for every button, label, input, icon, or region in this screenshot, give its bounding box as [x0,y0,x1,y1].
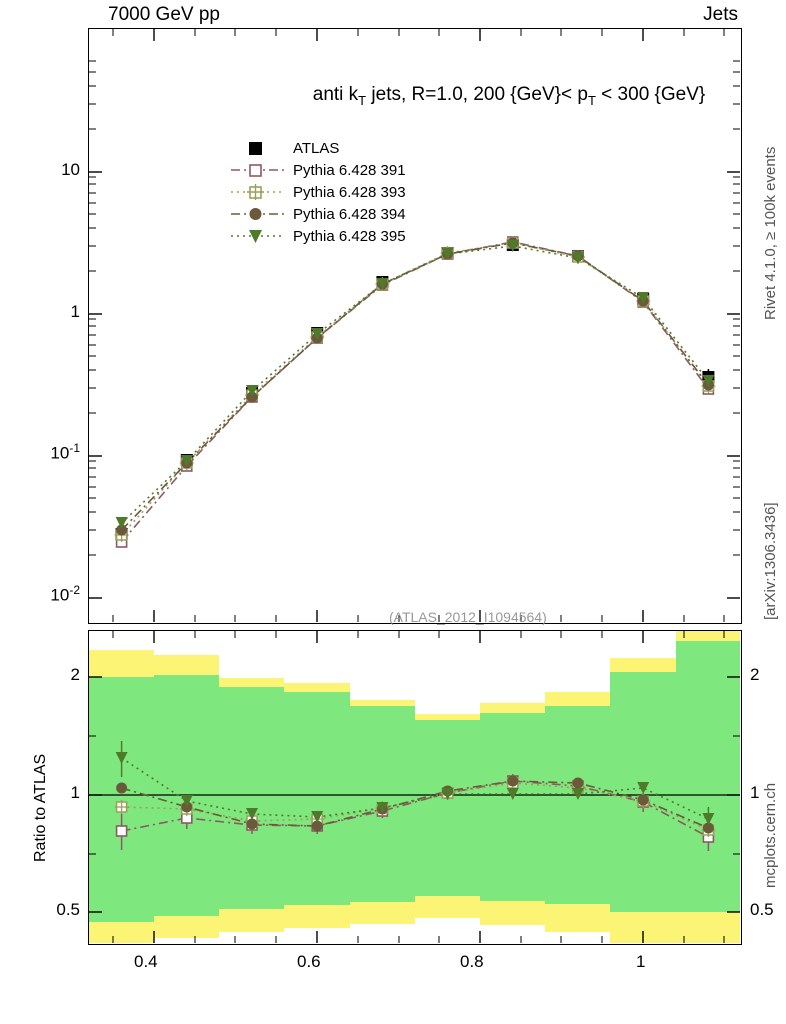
legend-item-pythia-394 [229,203,406,225]
series-markers-pythia-391 [117,237,714,547]
ytick-label-1e-2: $10^{-2}$ [50,583,80,605]
ratio-axis-label: Ratio to ATLAS [32,753,49,862]
ytick-label-1e-1: $10^{-1}$ [50,441,80,463]
ratio-ytick-label-2: 2 [70,665,80,684]
ratio-ytick-label-0p5: 0.5 [56,900,80,919]
legend-label-pythia-395: Pythia 6.428 395 [293,227,406,245]
legend-label-atlas: ATLAS [293,139,340,157]
legend-marker-pythia-395 [229,226,287,246]
series-markers-pythia-394 [116,238,714,536]
xtick-label-1: 1 [636,952,646,971]
series-lines [122,242,709,542]
legend-label-pythia-394: Pythia 6.428 394 [293,205,406,223]
plot-title-post: < 300 {GeV} [595,84,706,105]
ratio-band-inner [89,641,740,922]
ratio-plot-panel [88,630,742,945]
legend-label-pythia-393: Pythia 6.428 393 [293,183,406,201]
legend-item-pythia-395 [229,225,406,247]
plot-title-sub-pt: T [587,92,596,108]
main-plot-panel [88,28,742,624]
legend-marker-pythia-391 [229,160,287,180]
series-markers-pythia-393 [115,236,716,542]
legend-item-atlas [229,137,406,159]
mcplots-source-label: mcplots.cern.ch [762,782,779,888]
series-line-pythia-393 [122,243,709,535]
rivet-version-label: Rivet 4.1.0, ≥ 100k events [762,146,779,320]
xtick-label-0p6: 0.6 [297,952,321,971]
legend-marker-atlas [229,138,287,158]
analysis-id-watermark: (ATLAS_2012_I1094564) [389,609,547,625]
series-line-pythia-391 [122,242,709,542]
xtick-label-0p8: 0.8 [460,952,484,971]
plot-title [219,84,786,108]
main-axis-ticks [89,172,740,598]
legend-item-pythia-393 [229,181,406,203]
header-left-label: 7000 GeV pp [108,4,220,25]
legend-marker-pythia-394 [229,204,287,224]
legend-label-pythia-391: Pythia 6.428 391 [293,161,406,179]
legend-marker-pythia-393 [229,182,287,202]
ytick-label-10: 10 [61,160,80,179]
ratio-plot-svg [89,631,740,943]
main-plot-svg [89,29,740,622]
plot-title-sub-kt: T [358,92,367,108]
plot-title-mid: jets, R=1.0, 200 {GeV}< p [366,84,588,105]
ratio-ytick-label-right-0p5: 0.5 [750,900,774,919]
ytick-label-1: 1 [70,302,80,321]
xtick-label-0p4: 0.4 [134,952,158,971]
series-line-pythia-394 [122,243,709,530]
series-markers-atlas [116,239,715,543]
ratio-ytick-label-1: 1 [70,783,80,802]
ratio-ytick-label-right-2: 2 [750,665,760,684]
main-axis-minor-ticks [89,29,740,622]
series-markers-pythia-395 [116,240,715,529]
plot-title-pre: anti k [312,84,359,105]
arxiv-reference-label: [arXiv:1306.3436] [762,502,779,620]
legend [229,137,406,247]
header-right-label: Jets [703,4,738,25]
legend-item-pythia-391 [229,159,406,181]
series-line-pythia-395 [122,246,709,523]
ratio-ytick-label-right-1: 1 [750,783,760,802]
